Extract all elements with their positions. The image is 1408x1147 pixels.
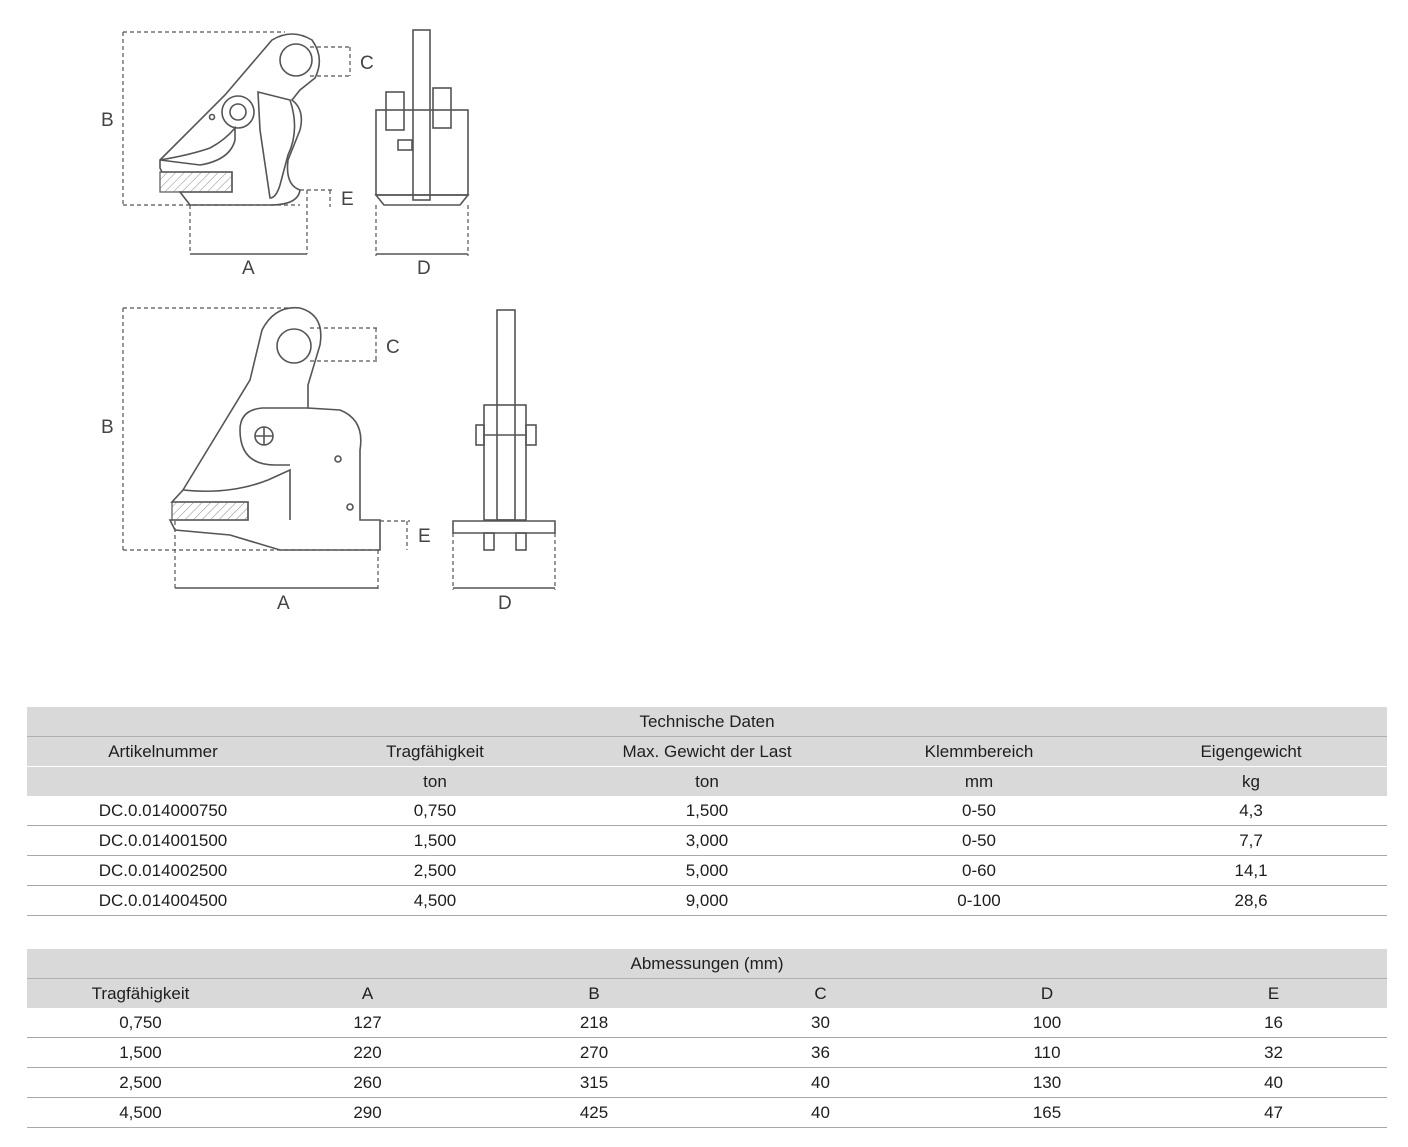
table-cell: 220 [254, 1038, 481, 1068]
table-cell: DC.0.014000750 [27, 796, 299, 826]
table-cell: 110 [934, 1038, 1160, 1068]
table-cell: 0-100 [843, 886, 1115, 916]
technical-data-title: Technische Daten [27, 707, 1387, 737]
table-cell: 2,500 [27, 1068, 254, 1098]
bottom-label-c: C [386, 337, 400, 358]
table-cell: 36 [707, 1038, 934, 1068]
dimensions-table [27, 949, 1387, 1128]
table-cell: 3,000 [571, 826, 843, 856]
table-row [27, 856, 1387, 886]
unit-cell: ton [299, 767, 571, 797]
table-row [27, 1098, 1387, 1128]
col-header: Tragfähigkeit [299, 737, 571, 767]
col-header: Max. Gewicht der Last [571, 737, 843, 767]
table-row [27, 796, 1387, 826]
unit-cell: mm [843, 767, 1115, 797]
col-header: B [481, 979, 707, 1009]
col-header: D [934, 979, 1160, 1009]
table-cell: 100 [934, 1008, 1160, 1038]
table-row [27, 1038, 1387, 1068]
bottom-label-b: B [101, 417, 114, 438]
bottom-label-e: E [418, 526, 431, 547]
table-cell: DC.0.014004500 [27, 886, 299, 916]
col-header: Tragfähigkeit [27, 979, 254, 1009]
table-cell: 32 [1160, 1038, 1387, 1068]
table-cell: 4,500 [299, 886, 571, 916]
table-cell: 30 [707, 1008, 934, 1038]
table-cell: 130 [934, 1068, 1160, 1098]
bottom-clamp-front-view [453, 310, 555, 590]
top-clamp-front-view [376, 30, 468, 256]
table-cell: 290 [254, 1098, 481, 1128]
top-label-d: D [417, 258, 431, 279]
top-clamp-side-view [123, 32, 350, 254]
table-cell: 165 [934, 1098, 1160, 1128]
table-row [27, 826, 1387, 856]
table-cell: 1,500 [571, 796, 843, 826]
table-cell: 1,500 [27, 1038, 254, 1068]
table-unit-row [27, 767, 1387, 797]
table-cell: 14,1 [1115, 856, 1387, 886]
unit-cell: kg [1115, 767, 1387, 797]
table-cell: 40 [707, 1068, 934, 1098]
col-header: Klemmbereich [843, 737, 1115, 767]
table-cell: 47 [1160, 1098, 1387, 1128]
table-cell: 4,500 [27, 1098, 254, 1128]
table-header-row [27, 979, 1387, 1009]
technical-data-table [27, 707, 1387, 916]
top-label-e: E [341, 189, 354, 210]
table-row [27, 1008, 1387, 1038]
table-cell: 0-60 [843, 856, 1115, 886]
table-cell: 127 [254, 1008, 481, 1038]
table-cell: 7,7 [1115, 826, 1387, 856]
table-cell: 9,000 [571, 886, 843, 916]
table-cell: 40 [1160, 1068, 1387, 1098]
table-cell: 218 [481, 1008, 707, 1038]
table-cell: 0,750 [27, 1008, 254, 1038]
table-title-row [27, 949, 1387, 979]
table-cell: 425 [481, 1098, 707, 1128]
unit-cell [27, 767, 299, 797]
table-cell: DC.0.014002500 [27, 856, 299, 886]
table-cell: 0,750 [299, 796, 571, 826]
table-cell: 4,3 [1115, 796, 1387, 826]
table-cell: 1,500 [299, 826, 571, 856]
col-header: Eigengewicht [1115, 737, 1387, 767]
table-cell: 16 [1160, 1008, 1387, 1038]
bottom-clamp-side-view [123, 308, 410, 590]
bottom-label-a: A [277, 593, 290, 614]
table-cell: 0-50 [843, 796, 1115, 826]
dimensions-title: Abmessungen (mm) [27, 949, 1387, 979]
top-label-b: B [101, 110, 114, 131]
top-label-a: A [242, 258, 255, 279]
table-cell: 40 [707, 1098, 934, 1128]
technical-drawings [0, 0, 620, 640]
col-header: C [707, 979, 934, 1009]
col-header: A [254, 979, 481, 1009]
unit-cell: ton [571, 767, 843, 797]
table-cell: 260 [254, 1068, 481, 1098]
col-header: Artikelnummer [27, 737, 299, 767]
col-header: E [1160, 979, 1387, 1009]
table-cell: 270 [481, 1038, 707, 1068]
table-cell: 315 [481, 1068, 707, 1098]
table-row [27, 1068, 1387, 1098]
table-title-row [27, 707, 1387, 737]
table-cell: 2,500 [299, 856, 571, 886]
table-cell: 0-50 [843, 826, 1115, 856]
bottom-label-d: D [498, 593, 512, 614]
table-row [27, 886, 1387, 916]
top-label-c: C [360, 53, 374, 74]
table-header-row [27, 737, 1387, 767]
table-cell: 28,6 [1115, 886, 1387, 916]
table-cell: 5,000 [571, 856, 843, 886]
table-cell: DC.0.014001500 [27, 826, 299, 856]
